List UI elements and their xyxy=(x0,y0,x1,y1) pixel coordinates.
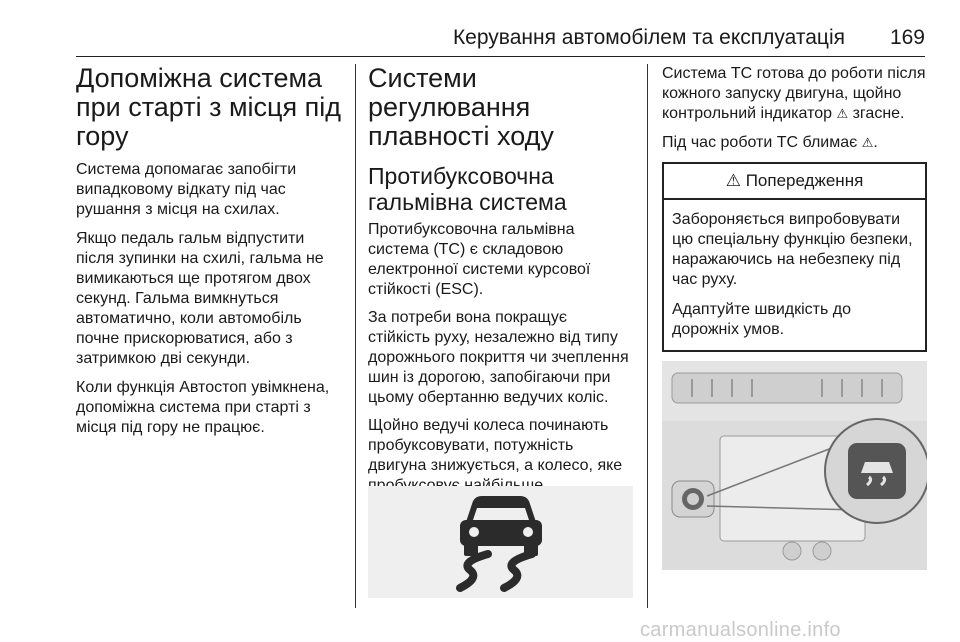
hill-start-paragraph: Коли функція Автостоп увімкнена, допоміжна система при старті з місця під гору не працює. xyxy=(76,379,330,436)
dashboard-tc-button-illustration xyxy=(662,361,927,570)
tc-indicator-icon: ⚠ xyxy=(836,107,849,122)
warning-box xyxy=(662,162,927,352)
warning-paragraph: Забороняється випробовувати цю спеціальну функцію безпеки, наражаючись на небезпеку під час руху. xyxy=(672,211,913,288)
hill-start-paragraph: Система допомагає запобігти випадковому відкату під час рушання з місця на схилах. xyxy=(76,161,297,218)
column-divider-2 xyxy=(647,64,648,608)
warning-title: Попередження xyxy=(745,171,864,190)
column-hill-start xyxy=(76,64,346,447)
tc-blink-text-end: . xyxy=(873,134,878,151)
header-title: Керування автомобілем та експлуатація xyxy=(452,26,845,49)
warning-body xyxy=(664,200,925,340)
tc-blink-text: Під час роботи TC блимає xyxy=(662,134,858,151)
hill-start-paragraph: Якщо педаль гальм відпустити після зупинки на схилі, гальма не вимикаються ще протягом двох секунд. Гальма вимкнуться автоматично, коли автомобіль почне прискорюватися, або з затримкою дві секунди. xyxy=(76,230,324,367)
tc-indicator-icon: ⚠ xyxy=(861,136,874,151)
header-divider xyxy=(76,56,925,57)
traction-control-icon xyxy=(368,486,633,598)
tc-ready-text: Система TC готова до роботи після кожного запуску двигуна, щойно контрольний індикатор xyxy=(662,65,926,122)
page-number: 169 xyxy=(889,26,925,49)
traction-paragraph: Щойно ведучі колеса починають пробуксовувати, потужність двигуна знижується, а колесо, яке xyxy=(368,417,623,474)
tc-blink-paragraph xyxy=(662,133,927,154)
warning-header xyxy=(664,164,925,200)
traction-paragraph: За потреби вона покращує стійкість руху, незалежно від типу дорожнього покриття чи зчеплення шин із дорогою, запобігаючи при цьому обертанню ведучих коліс. xyxy=(368,309,629,406)
ride-control-heading: Системи регулювання плавності ходу xyxy=(368,63,554,151)
traction-paragraph: Протибуксовочна гальмівна система (TC) є складовою електронної системи курсової стійкості (ESC). xyxy=(368,221,591,298)
watermark: carmanualsonline.info xyxy=(640,619,841,641)
column-tc-operation xyxy=(662,64,927,388)
warning-paragraph: Адаптуйте швидкість до дорожніх умов. xyxy=(672,301,852,338)
hill-start-heading: Допоміжна система при старті з місця під гору xyxy=(76,63,341,151)
tc-ready-paragraph xyxy=(662,64,927,125)
tc-ready-text-end: згасне. xyxy=(852,105,905,122)
column-divider-1 xyxy=(355,64,356,608)
traction-control-subheading: Протибуксовочна гальмівна система xyxy=(368,163,567,215)
warning-triangle-icon: ⚠ xyxy=(725,171,741,190)
